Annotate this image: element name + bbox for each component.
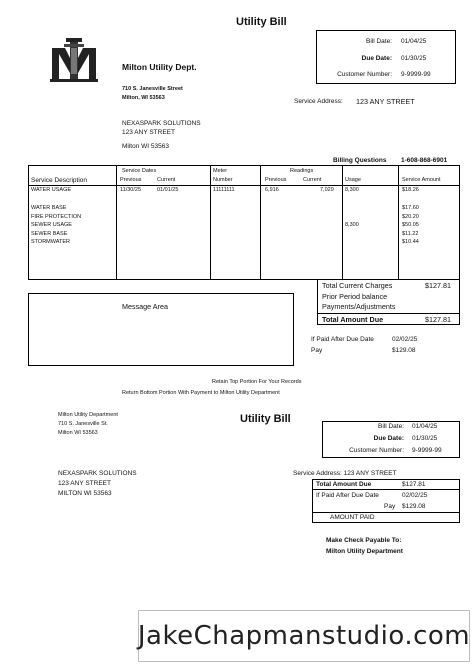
table-row-desc: WATER USAGE — [31, 187, 72, 193]
billing-questions-phone: 1-608-868-6901 — [401, 157, 448, 164]
service-address-label: Service Address: — [294, 98, 343, 105]
stub-title: Utility Bill — [240, 413, 291, 425]
table-row-desc: SEWER BASE — [31, 230, 68, 237]
table-row-prev: 11/30/25 — [120, 187, 142, 193]
table-row-desc: FIRE PROTECTION — [31, 213, 82, 220]
stub-pay-label: Pay — [384, 503, 396, 510]
header-amount: Service Amount — [402, 177, 441, 183]
watermark-banner — [138, 610, 470, 662]
stub-customer-number: 9-9999-99 — [412, 447, 442, 454]
header-reading-current: Current — [303, 177, 322, 183]
stub-due-date-label: Due Date: — [373, 435, 404, 442]
service-address: 123 ANY STREET — [356, 97, 415, 106]
table-row-meter: 11111111 — [213, 187, 235, 193]
header-usage: Usage — [345, 177, 361, 183]
stub-amount-due-label: Total Amount Due — [316, 481, 372, 488]
table-row-desc: STORMWATER — [31, 239, 71, 245]
after-due-date: 02/02/25 — [392, 336, 418, 343]
table-row-usage: 8,300 — [345, 187, 359, 193]
payable-to: Milton Utility Department — [326, 548, 403, 555]
late-pay-label: Pay — [311, 347, 323, 354]
stub-utility-city: Milton WI 53563 — [58, 430, 98, 436]
stub-amount-paid-label[interactable]: AMOUNT PAID — [330, 514, 375, 521]
header-number: Number — [213, 177, 233, 183]
total-amount-due: $127.81 — [425, 315, 451, 324]
table-row-reading-prev: 6,916 — [265, 187, 279, 193]
header-current: Current — [157, 177, 176, 183]
payable-to-label: Make Check Payable To: — [326, 537, 402, 544]
header-readings: Readings — [290, 168, 314, 174]
table-row-desc: SEWER USAGE — [31, 222, 72, 228]
bill-date-label: Bill Date: — [365, 38, 392, 45]
service-table — [28, 165, 460, 280]
bill-date: 01/04/25 — [401, 38, 427, 45]
table-row-reading-curr: 7,029 — [320, 187, 334, 193]
stub-after-due-label: If Paid After Due Date — [316, 492, 379, 499]
stub-customer-city: MILTON WI 53563 — [58, 490, 112, 497]
retain-instruction: Retain Top Portion For Your Records — [212, 379, 302, 385]
after-due-label: If Paid After Due Date — [311, 336, 374, 343]
header-previous: Previous — [120, 177, 142, 183]
table-row-amount: $18.26 — [402, 187, 419, 193]
billing-questions-label: Billing Questions — [333, 157, 387, 164]
return-instruction: Return Bottom Portion With Payment to Milton Utility Department — [122, 390, 280, 396]
stub-service-address: Service Address: 123 ANY STREET — [293, 470, 397, 477]
watermark-text: JakeChapmanstudio.com — [137, 621, 471, 651]
customer-street: 123 ANY STREET — [122, 129, 175, 136]
utility-name: Milton Utility Dept. — [122, 62, 197, 72]
total-current-charges: $127.81 — [425, 281, 451, 290]
due-date: 01/30/25 — [401, 55, 427, 62]
customer-number: 9-9999-99 — [401, 71, 431, 78]
total-amount-due-label: Total Amount Due — [322, 315, 384, 324]
prior-balance-label: Prior Period balance — [322, 292, 388, 301]
customer-number-label: Customer Number: — [337, 71, 392, 78]
customer-city: Milton WI 53563 — [122, 143, 169, 150]
header-reading-previous: Previous — [265, 177, 287, 183]
utility-city: Milton, WI 53563 — [122, 95, 165, 101]
table-row-amount: $10.44 — [402, 239, 419, 245]
stub-customer-number-label: Customer Number: — [349, 447, 404, 454]
due-date-label: Due Date: — [361, 55, 392, 62]
header-service-dates: Service Dates — [122, 168, 157, 174]
stub-due-date: 01/30/25 — [412, 435, 438, 442]
utility-street: 710 S. Janesville Street — [122, 86, 183, 92]
table-row-usage: 8,300 — [345, 222, 359, 228]
late-pay-amount: $129.08 — [392, 347, 416, 354]
stub-customer-name: NEXASPARK SOLUTIONS — [58, 470, 137, 477]
stub-utility-name: Milton Utility Department — [58, 412, 118, 418]
header-description: Service Description — [31, 177, 87, 184]
stub-customer-street: 123 ANY STREET — [58, 480, 111, 487]
header-meter: Meter — [213, 168, 228, 174]
stub-bill-date-label: Bill Date: — [377, 423, 404, 430]
customer-name: NEXASPARK SOLUTIONS — [122, 120, 201, 127]
table-row-desc: WATER BASE — [31, 205, 67, 211]
table-row-curr: 01/01/25 — [157, 187, 179, 193]
payments-label: Payments/Adjustments — [322, 302, 396, 311]
bill-title: Utility Bill — [236, 16, 287, 28]
stub-after-due-date: 02/02/25 — [402, 492, 428, 499]
message-area-label: Message Area — [122, 302, 168, 311]
table-row-amount: $20.20 — [402, 213, 419, 220]
stub-pay-amount: $129.08 — [402, 503, 426, 510]
table-row-amount: $11.22 — [402, 230, 419, 237]
stub-bill-date: 01/04/25 — [412, 423, 438, 430]
total-current-charges-label: Total Current Charges — [322, 281, 393, 290]
table-row-amount: $50.05 — [402, 222, 419, 228]
utility-logo-icon — [50, 36, 98, 84]
stub-amount-due: $127.81 — [402, 481, 426, 488]
table-row-amount: $17.60 — [402, 205, 419, 211]
stub-utility-street: 710 S. Janesville St. — [58, 421, 108, 427]
